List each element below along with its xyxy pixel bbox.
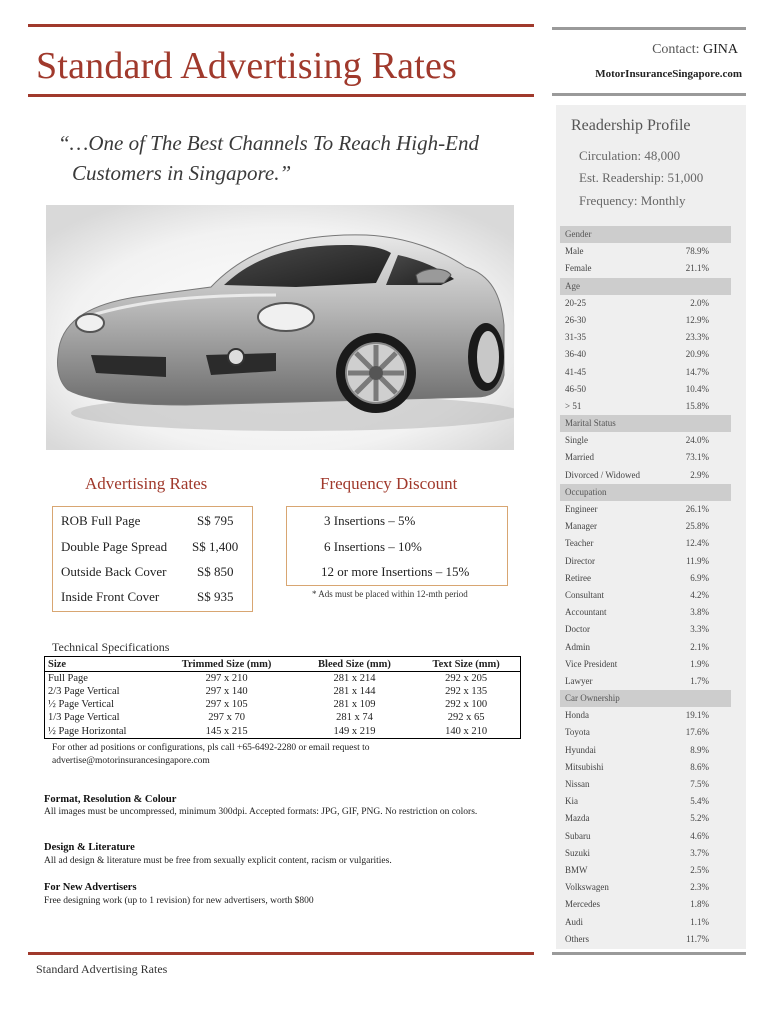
format-heading: Format, Resolution & Colour [44, 794, 177, 805]
table-cell: 1/3 Page Vertical [48, 712, 120, 724]
table-cell: 297 x 210 [205, 673, 248, 684]
discount-item: 3 Insertions – 5% [324, 513, 416, 528]
contact-label: Contact: [652, 42, 700, 57]
demographics-list [560, 226, 731, 948]
demographic-label: 26-30 [565, 314, 586, 325]
demographic-row [560, 896, 731, 913]
demographic-label: Mazda [565, 813, 590, 824]
demographic-row [560, 879, 731, 896]
demographic-row [560, 501, 731, 518]
demographic-label: Divorced / Widowed [565, 469, 640, 480]
column-header: Text Size (mm) [412, 657, 520, 672]
demographic-row [560, 312, 731, 329]
demographic-row [560, 398, 731, 415]
table-cell: 292 x 100 [445, 699, 488, 711]
demographic-label: Mercedes [565, 899, 600, 910]
demographic-label: Hyundai [565, 744, 596, 755]
design-heading: Design & Literature [44, 842, 135, 853]
demographic-row [560, 243, 731, 260]
demographic-value: 2.1% [690, 641, 709, 652]
table-row [45, 698, 521, 711]
table-header-row [45, 657, 521, 672]
demographic-value: 1.9% [690, 658, 709, 669]
category-label: Car Ownership [565, 693, 620, 704]
demographic-value: 2.0% [690, 297, 709, 308]
table-cell: 292 x 135 [445, 686, 488, 698]
demographic-row [560, 639, 731, 656]
demographic-label: Mitsubishi [565, 761, 604, 772]
category-label: Gender [565, 229, 592, 239]
demographic-row [560, 364, 731, 381]
demographic-label: 36-40 [565, 349, 586, 360]
demographic-row [560, 724, 731, 741]
demographic-value: 4.6% [690, 830, 709, 841]
demographic-row [560, 467, 731, 484]
demographic-label: Vice President [565, 658, 618, 669]
category-label: Marital Status [565, 418, 616, 429]
rate-price: S$ 935 [197, 589, 234, 604]
circulation: Circulation: 48,000 [579, 148, 681, 163]
demographic-value: 73.1% [685, 452, 709, 463]
demographic-row [560, 346, 731, 363]
footer-text: Standard Advertising Rates [36, 962, 168, 976]
table-row [45, 711, 521, 724]
demographic-value: 4.2% [690, 589, 709, 600]
table-cell: 140 x 210 [445, 725, 488, 737]
demographic-label: Doctor [565, 624, 590, 635]
demographic-label: Accountant [565, 607, 607, 618]
demographic-label: Audi [565, 916, 583, 927]
demographic-label: Director [565, 555, 595, 566]
demographic-row [560, 707, 731, 724]
demographic-label: 31-35 [565, 332, 586, 343]
table-cell: ½ Page Vertical [48, 699, 114, 711]
rate-price: S$ 1,400 [192, 539, 239, 554]
demographic-label: 46-50 [565, 383, 586, 394]
rate-label: ROB Full Page [61, 513, 141, 528]
demographic-label: Honda [565, 710, 589, 721]
table-cell: Full Page [48, 673, 88, 684]
table-cell: 2/3 Page Vertical [48, 686, 120, 698]
demographic-row [560, 673, 731, 690]
demographic-value: 12.9% [685, 314, 709, 325]
demographic-label: Female [565, 263, 592, 274]
demographic-label: Lawyer [565, 675, 593, 686]
table-row [45, 672, 521, 686]
demographic-label: Others [565, 933, 589, 944]
table-cell: 281 x 214 [333, 673, 376, 684]
frequency: Frequency: Monthly [579, 193, 686, 208]
table-cell: 281 x 74 [336, 712, 373, 724]
demographic-row [560, 828, 731, 845]
demographic-label: Suzuki [565, 847, 591, 858]
demographic-row [560, 449, 731, 466]
demographic-value: 19.1% [685, 710, 709, 721]
demographic-value: 21.1% [685, 263, 709, 274]
demographic-label: Teacher [565, 538, 594, 549]
rate-label: Inside Front Cover [61, 589, 160, 604]
demographic-value: 25.8% [685, 521, 709, 532]
demographic-label: Subaru [565, 830, 591, 841]
quote-line-1: “…One of The Best Channels To Reach High-End [58, 131, 479, 155]
demographic-row [560, 845, 731, 862]
demographic-value: 6.9% [690, 572, 709, 583]
discount-item: 12 or more Insertions – 15% [321, 564, 470, 579]
demographic-value: 23.3% [685, 332, 709, 343]
demographic-row [560, 621, 731, 638]
demographic-row [560, 535, 731, 552]
table-cell: 281 x 109 [333, 699, 376, 711]
demographic-row [560, 295, 731, 312]
demographic-value: 2.9% [690, 469, 709, 480]
column-header: Trimmed Size (mm) [157, 657, 297, 672]
demographic-value: 3.7% [690, 847, 709, 858]
demographic-value: 24.0% [685, 435, 709, 446]
demographic-category [560, 690, 731, 707]
demographic-row [560, 604, 731, 621]
design-text: All ad design & literature must be free from sexually explicit content, racism or vulgarities. [44, 856, 392, 866]
contact-line [560, 42, 738, 58]
column-header: Bleed Size (mm) [297, 657, 413, 672]
demographic-value: 2.5% [690, 864, 709, 875]
demographic-value: 5.4% [690, 796, 709, 807]
category-label: Occupation [565, 486, 607, 497]
demographic-row [560, 518, 731, 535]
demographic-value: 78.9% [685, 246, 709, 257]
bottom-rule [28, 952, 534, 955]
table-cell: 149 x 219 [333, 725, 376, 737]
demographic-value: 17.6% [685, 727, 709, 738]
demographic-category [560, 484, 731, 501]
page-title: Standard Advertising Rates [36, 45, 458, 87]
demographic-row [560, 570, 731, 587]
readership-profile-title: Readership Profile [571, 117, 691, 134]
demographic-category [560, 278, 731, 295]
website-link[interactable]: MotorInsuranceSingapore.com [595, 68, 742, 80]
demographic-label: Nissan [565, 779, 590, 789]
demographic-row [560, 381, 731, 398]
tech-specs-table [44, 656, 521, 739]
discount-note: * Ads must be placed within 12-mth period [312, 589, 468, 599]
rate-label: Outside Back Cover [61, 564, 167, 579]
top-rule [28, 24, 534, 27]
tech-specs-note: For other ad positions or configurations, pls call +65-6492-2280 or email request to advertise@motorinsurancesingapore.com [52, 743, 370, 766]
demographic-row [560, 553, 731, 570]
frequency-discount-heading: Frequency Discount [320, 474, 458, 493]
demographic-row [560, 432, 731, 449]
demographic-label: 20-25 [565, 297, 586, 308]
demographic-value: 8.9% [690, 744, 709, 755]
demographic-value: 1.7% [690, 675, 709, 686]
rate-label: Double Page Spread [61, 539, 168, 554]
demographic-label: Married [565, 452, 594, 463]
table-row [45, 685, 521, 698]
demographic-category [560, 415, 731, 432]
tech-specs-title: Technical Specifications [52, 640, 170, 654]
sidebar-top-rule [552, 27, 746, 30]
demographic-row [560, 914, 731, 931]
demographic-value: 20.9% [685, 349, 709, 360]
demographic-label: Volkswagen [565, 882, 609, 893]
table-cell: 145 x 215 [205, 725, 248, 737]
tagline-quote [58, 128, 528, 188]
table-cell: 297 x 105 [205, 699, 248, 711]
table-cell: 297 x 140 [205, 686, 248, 698]
new-advertisers-text: Free designing work (up to 1 revision) for new advertisers, worth $800 [44, 896, 314, 906]
demographic-label: 41-45 [565, 366, 586, 377]
demographic-value: 2.3% [690, 882, 709, 893]
demographic-label: Retiree [565, 572, 591, 583]
demographic-value: 8.6% [690, 761, 709, 772]
title-rule [28, 94, 534, 97]
table-cell: 281 x 144 [333, 686, 376, 698]
demographic-value: 15.8% [685, 400, 709, 411]
demographic-label: Single [565, 435, 589, 446]
quote-line-2: Customers in Singapore.” [72, 161, 292, 185]
demographic-row [560, 656, 731, 673]
demographic-label: Consultant [565, 589, 605, 600]
table-cell: ½ Page Horizontal [48, 725, 127, 737]
demographic-label: Engineer [565, 504, 598, 514]
new-advertisers-heading: For New Advertisers [44, 882, 137, 893]
demographic-value: 7.5% [690, 779, 709, 789]
est-readership: Est. Readership: 51,000 [579, 170, 704, 185]
demographic-value: 3.3% [690, 624, 709, 635]
format-text: All images must be uncompressed, minimum 300dpi. Accepted formats: JPG, GIF, PNG. No restriction on colors. [44, 807, 478, 817]
sidebar-header-rule [552, 93, 746, 96]
demographic-value: 1.8% [690, 899, 709, 910]
demographic-value: 14.7% [685, 366, 709, 377]
demographic-row [560, 862, 731, 879]
demographic-row [560, 776, 731, 793]
table-cell: 292 x 65 [447, 712, 485, 724]
demographic-value: 12.4% [685, 538, 709, 549]
sports-car-image [46, 205, 514, 450]
rate-price: S$ 795 [197, 513, 234, 528]
demographic-label: BMW [565, 864, 588, 875]
table-row [45, 725, 521, 739]
demographic-value: 10.4% [685, 383, 709, 394]
demographic-label: Admin [565, 641, 591, 652]
demographic-label: Manager [565, 521, 597, 532]
contact-name: GINA [703, 42, 738, 57]
demographic-row [560, 810, 731, 827]
column-header: Size [45, 657, 157, 672]
demographic-label: Kia [565, 796, 578, 807]
demographic-row [560, 742, 731, 759]
table-cell: 297 x 70 [208, 712, 245, 724]
demographic-value: 1.1% [690, 916, 709, 927]
demographic-row [560, 587, 731, 604]
category-label: Age [565, 280, 580, 291]
demographic-value: 11.7% [686, 933, 709, 944]
sidebar-bottom-rule [552, 952, 746, 955]
demographic-row [560, 260, 731, 277]
demographic-row [560, 329, 731, 346]
demographic-category [560, 226, 731, 243]
table-cell: 292 x 205 [445, 673, 488, 684]
demographic-label: Male [565, 246, 584, 257]
demographic-value: 3.8% [690, 607, 709, 618]
demographic-row [560, 793, 731, 810]
demographic-label: Toyota [565, 727, 590, 738]
demographic-value: 11.9% [686, 555, 709, 566]
demographic-value: 26.1% [685, 504, 709, 514]
demographic-row [560, 759, 731, 776]
rate-price: S$ 850 [197, 564, 234, 579]
demographic-row [560, 931, 731, 948]
demographic-value: 5.2% [690, 813, 709, 824]
demographic-label: > 51 [565, 400, 582, 411]
discount-item: 6 Insertions – 10% [324, 539, 422, 554]
advertising-rates-heading: Advertising Rates [85, 474, 208, 493]
